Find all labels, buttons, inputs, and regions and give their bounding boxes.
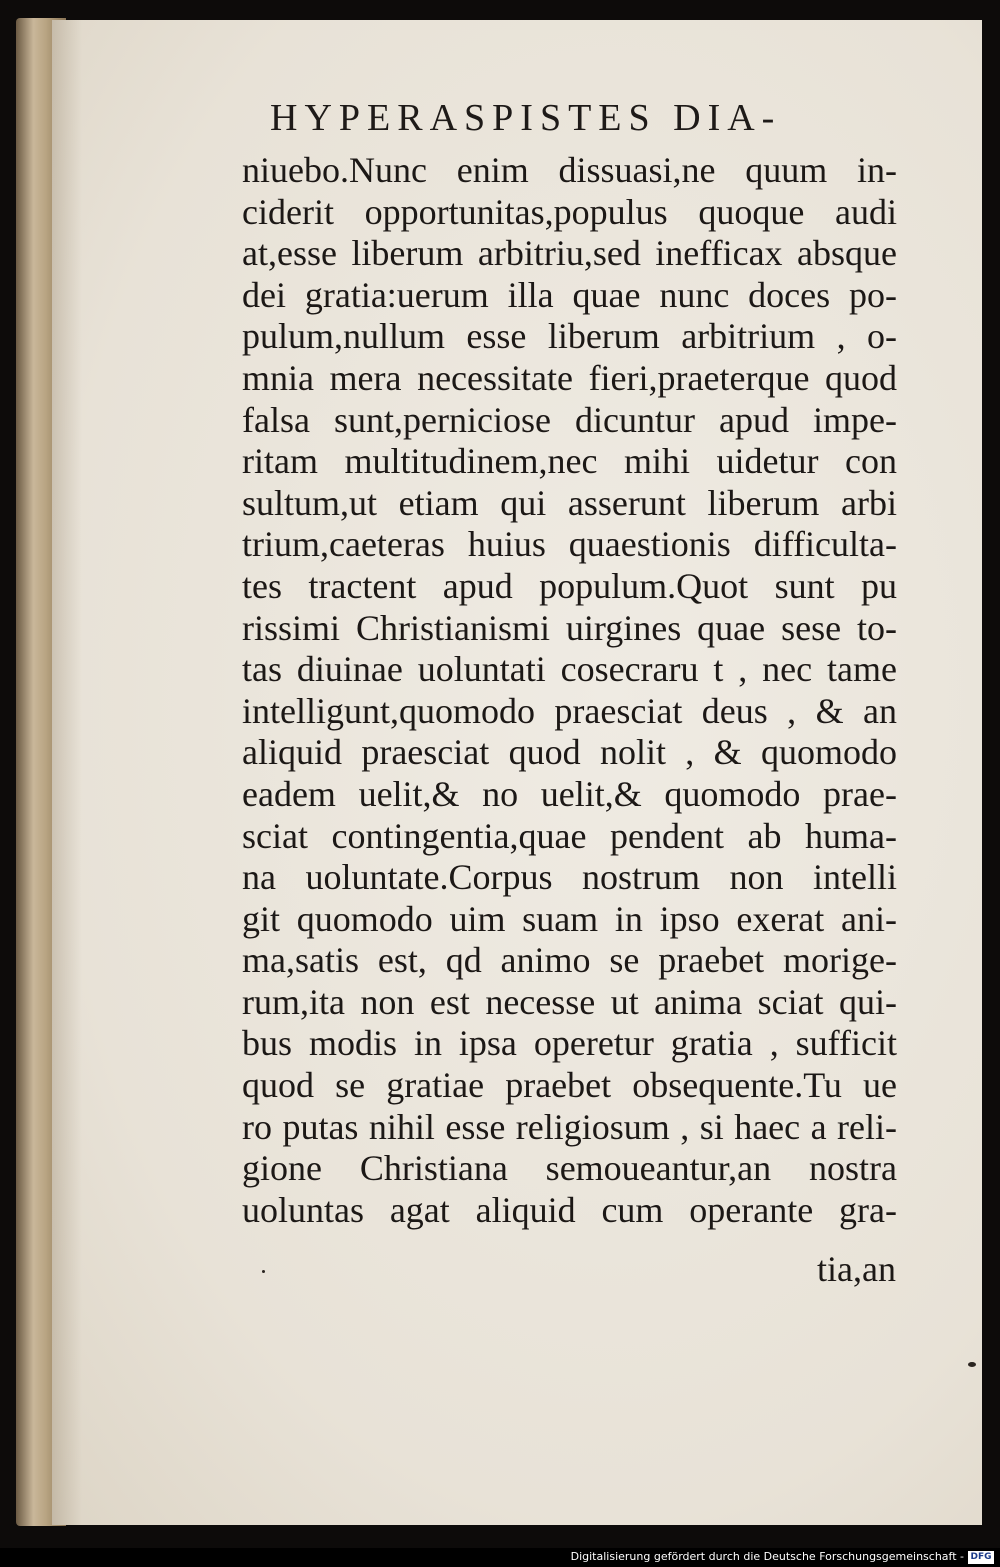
text-line: gione Christiana semoueantur,an nostra: [242, 1148, 897, 1189]
text-line: sultum,ut etiam qui asserunt liberum arbi: [242, 482, 897, 523]
text-line: rissimi Christianismi uirgines quae sese to-: [242, 607, 897, 648]
text-line: eadem uelit,& no uelit,& quomodo prae-: [242, 773, 897, 814]
text-line: pulum,nullum esse liberum arbitrium , o-: [242, 316, 897, 357]
text-line: at,esse liberum arbitriu,sed inefficax absque: [242, 233, 897, 274]
text-line: na uoluntate.Corpus nostrum non intelli: [242, 857, 897, 898]
text-line: niuebo.Nunc enim dissuasi,ne quum in-: [242, 150, 897, 190]
text-line: dei gratia:uerum illa quae nunc doces po-: [242, 274, 897, 315]
text-line: ciderit opportunitas,populus quoque audi: [242, 191, 897, 232]
text-line: rum,ita non est necesse ut anima sciat qui-: [242, 981, 897, 1022]
text-line: sciat contingentia,quae pendent ab huma-: [242, 815, 897, 856]
text-line: mnia mera necessitate fieri,praeterque quod: [242, 357, 897, 398]
text-line: uoluntas agat aliquid cum operante gra-: [242, 1189, 897, 1230]
text-line: ro putas nihil esse religiosum , si haec a reli-: [242, 1106, 897, 1147]
catchword: tia,an: [817, 1249, 896, 1289]
footer-credit: Digitalisierung gefördert durch die Deutsche Forschungsgemeinschaft -: [570, 1550, 964, 1563]
text-line: tas diuinae uoluntati cosecraru t , nec tame: [242, 649, 897, 690]
text-line: ma,satis est, qd animo se praebet morige-: [242, 940, 897, 981]
dfg-logo-icon: DFG: [968, 1551, 994, 1564]
gutter-shadow: [52, 20, 82, 1525]
text-line: bus modis in ipsa operetur gratia , sufficit: [242, 1023, 897, 1064]
text-line: git quomodo uim suam in ipso exerat ani-: [242, 898, 897, 939]
text-line: aliquid praesciat quod nolit , & quomodo: [242, 732, 897, 773]
text-line: ritam multitudinem,nec mihi uidetur con: [242, 441, 897, 482]
text-line: tes tractent apud populum.Quot sunt pu: [242, 565, 897, 606]
ink-speck: [262, 1270, 265, 1273]
text-line: intelligunt,quomodo praesciat deus , & an: [242, 690, 897, 731]
ink-speck: [968, 1362, 976, 1367]
text-line: falsa sunt,perniciose dicuntur apud impe-: [242, 399, 897, 440]
text-block: [242, 150, 897, 1231]
text-line: trium,caeteras huius quaestionis difficulta-: [242, 524, 897, 565]
running-head: HYPERASPISTES DIA-: [270, 97, 782, 139]
text-line: quod se gratiae praebet obsequente.Tu ue: [242, 1065, 897, 1106]
